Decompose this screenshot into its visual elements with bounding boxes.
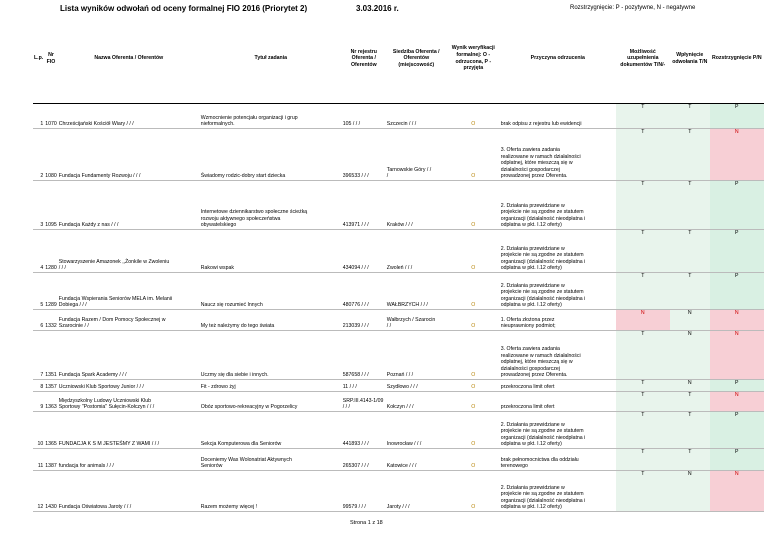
row-seat: Jaroty / / / — [386, 471, 447, 512]
row-nr-fio: 1070 — [44, 104, 58, 129]
row-lp: 8 — [33, 380, 44, 392]
row-nr-fio: 1095 — [44, 181, 58, 230]
table-row — [33, 392, 764, 412]
row-appeal: T — [670, 449, 710, 471]
row-registry: 413971 / / / — [342, 181, 386, 230]
col-result: Wynik weryfikacji formalnej: O - odrzucona, P - przyjęta — [447, 14, 500, 104]
row-reason: 3. Oferta zawiera zadania realizowane w ramach działalności odpłatnej, które mieszczą się w działalności gospodarczej prowadzonej przez Oferenta. — [500, 129, 616, 181]
row-supplement: N — [616, 310, 670, 331]
row-lp: 11 — [33, 449, 44, 471]
col-lp: L.p. — [33, 14, 44, 104]
row-result: O — [447, 471, 500, 512]
row-nr-fio: 1280 — [44, 230, 58, 273]
row-seat: Szydłowo / / / — [386, 380, 447, 392]
row-name: Fundacja Oświatowa Jaroty / / / — [58, 471, 200, 512]
row-supplement: T — [616, 273, 670, 310]
row-seat: Katowice / / / — [386, 449, 447, 471]
row-registry: 265307 / / / — [342, 449, 386, 471]
row-lp: 3 — [33, 181, 44, 230]
row-name: Uczniowski Klub Sportowy Junior / / / — [58, 380, 200, 392]
row-supplement: T — [616, 412, 670, 449]
row-seat: Poznań / / / — [386, 331, 447, 380]
row-registry: 441893 / / / — [342, 412, 386, 449]
table-row — [33, 104, 764, 129]
row-reason: 3. Oferta zawiera zadania realizowane w ramach działalności odpłatnej, które mieszczą się w działalności gospodarczej prowadzonej przez Oferenta. — [500, 331, 616, 380]
row-decision: P — [710, 412, 764, 449]
row-nr-fio: 1363 — [44, 392, 58, 412]
col-decision: Rozstrzygnięcie P/N — [710, 14, 764, 104]
row-task: Uczmy się dla siebie i innych. — [200, 331, 342, 380]
page-footer: Strona 1 z 18 — [350, 520, 383, 526]
row-seat: Kraków / / / — [386, 181, 447, 230]
table-row — [33, 471, 764, 512]
table-row — [33, 412, 764, 449]
col-supplement: Możliwość uzupełnienia dokumentów T/N/- — [616, 14, 670, 104]
row-result: O — [447, 181, 500, 230]
row-seat: Zwoleń / / / — [386, 230, 447, 273]
col-task: Tytuł zadania — [200, 14, 342, 104]
row-decision: N — [710, 392, 764, 412]
row-result: O — [447, 273, 500, 310]
row-registry: 105 / / / — [342, 104, 386, 129]
row-result: O — [447, 412, 500, 449]
row-reason: 2. Działania przewidziane w projekcie nie są zgodne ze statutem organizacji (działalność nieodpłatna i odpłatna w pkt. I.12 oferty) — [500, 273, 616, 310]
row-name: Międzyszkolny Ludowy Uczniowski Klub Sportowy "Postomia" Sułęcin-Kołczyn / / / — [58, 392, 200, 412]
table-row — [33, 230, 764, 273]
row-result: O — [447, 392, 500, 412]
row-decision: P — [710, 230, 764, 273]
row-appeal: T — [670, 412, 710, 449]
row-lp: 2 — [33, 129, 44, 181]
row-reason: brak pełnomocnictwa dla oddziału terenowego — [500, 449, 616, 471]
row-task: Docenіemy Was Wolonatriat Aktywnych Seniorów — [200, 449, 342, 471]
row-supplement: T — [616, 230, 670, 273]
row-appeal: T — [670, 104, 710, 129]
document-date: 3.03.2016 r. — [356, 4, 399, 13]
row-registry: 396533 / / / — [342, 129, 386, 181]
row-reason: przekroczona limit ofert — [500, 380, 616, 392]
row-name: FUNDACJA K S M JESTEŚMY Z WAMI / / / — [58, 412, 200, 449]
row-nr-fio: 1080 — [44, 129, 58, 181]
col-appeal: Wpłynięcie odwołania T/N — [670, 14, 710, 104]
row-task: Razem możemy więcej ! — [200, 471, 342, 512]
row-reason: 1. Oferta złożona przez nieuprawniony podmiot; — [500, 310, 616, 331]
header-row — [33, 14, 764, 104]
row-supplement: T — [616, 449, 670, 471]
row-task: Obóz sportowo-rekreacyjny w Pogorzelicy — [200, 392, 342, 412]
row-registry: 434094 / / / — [342, 230, 386, 273]
row-decision: P — [710, 104, 764, 129]
row-lp: 6 — [33, 310, 44, 331]
row-name: Fundacja Fundamenty Rozwoju / / / — [58, 129, 200, 181]
row-nr-fio: 1351 — [44, 331, 58, 380]
row-registry: 480776 / / / — [342, 273, 386, 310]
table-row — [33, 331, 764, 380]
row-nr-fio: 1289 — [44, 273, 58, 310]
row-decision: N — [710, 331, 764, 380]
row-appeal: T — [670, 129, 710, 181]
row-result: O — [447, 449, 500, 471]
legend-text: Rozstrzygnięcie: P - pozytywne, N - negatywne — [570, 5, 696, 11]
row-name: Fundacja Wspierania Seniorów MELA im. Melanii Dobiega / / / — [58, 273, 200, 310]
row-supplement: T — [616, 471, 670, 512]
row-supplement: T — [616, 129, 670, 181]
row-reason: 2. Działania przewidziane w projekcie nie są zgodne ze statutem organizacji (działalność nieodpłatna i odpłatna w pkt. I.12 oferty) — [500, 471, 616, 512]
row-task: Wzmocnienie potencjału organizacji i grup nieformalnych. — [200, 104, 342, 129]
row-seat: Tarnowskie Góry / / / — [386, 129, 447, 181]
row-appeal: T — [670, 273, 710, 310]
row-decision: P — [710, 181, 764, 230]
row-nr-fio: 1430 — [44, 471, 58, 512]
row-lp: 12 — [33, 471, 44, 512]
row-lp: 1 — [33, 104, 44, 129]
row-name: fundacja for animals / / / — [58, 449, 200, 471]
row-seat: Inowrocław / / / — [386, 412, 447, 449]
row-task: Internetowe dziennikarstwo społeczne ścieżką rozwoju aktywnego społeczeństwa obywatelskiego — [200, 181, 342, 230]
row-registry: 213039 / / / — [342, 310, 386, 331]
row-result: O — [447, 380, 500, 392]
row-nr-fio: 1387 — [44, 449, 58, 471]
row-name: Chrześcijański Kościół Wiary / / / — [58, 104, 200, 129]
row-decision: P — [710, 273, 764, 310]
row-reason: 2. Działania przewidziane w projekcie nie są zgodne ze statutem organizacji (działalność nieodpłatna i odpłatna w pkt. I.12 oferty) — [500, 181, 616, 230]
row-decision: P — [710, 449, 764, 471]
row-nr-fio: 1365 — [44, 412, 58, 449]
row-name: Fundacja Razem / Dom Pomocy Społecznej w Szarocinie / / — [58, 310, 200, 331]
row-nr-fio: 1357 — [44, 380, 58, 392]
row-reason: 2. Działania przewidziane w projekcie nie są zgodne ze statutem organizacji (działalność nieodpłatna i odpłatna w pkt. I.12 oferty) — [500, 412, 616, 449]
row-supplement: T — [616, 380, 670, 392]
col-name: Nazwa Oferenta / Oferentów — [58, 14, 200, 104]
row-supplement: T — [616, 104, 670, 129]
row-registry: SRP.III.4143-1/09 / / / — [342, 392, 386, 412]
row-supplement: T — [616, 392, 670, 412]
row-appeal: N — [670, 331, 710, 380]
row-registry: 587658 / / / — [342, 331, 386, 380]
row-name: Fundacja Spark Academy / / / — [58, 331, 200, 380]
row-name: Stowarzyszenie Amazonek ,,Żonkile w Zwoleniu / / / — [58, 230, 200, 273]
row-seat: WAŁBRZYCH / / / — [386, 273, 447, 310]
row-task: My też należymy do tego świata — [200, 310, 342, 331]
row-result: O — [447, 104, 500, 129]
page-title: Lista wyników odwołań od oceny formalnej FIO 2016 (Priorytet 2) — [60, 4, 308, 13]
table-row — [33, 129, 764, 181]
row-decision: P — [710, 380, 764, 392]
col-nr-fio: Nr FIO — [44, 14, 58, 104]
row-appeal: N — [670, 471, 710, 512]
row-nr-fio: 1332 — [44, 310, 58, 331]
row-appeal: N — [670, 310, 710, 331]
row-task: Rakowi wspak — [200, 230, 342, 273]
row-reason: 2. Działania przewidziane w projekcie nie są zgodne ze statutem organizacji (działalność nieodpłatna i odpłatna w pkt. I.12 oferty) — [500, 230, 616, 273]
row-task: Sekcja Komputerowa dla Seniorów — [200, 412, 342, 449]
row-lp: 4 — [33, 230, 44, 273]
row-supplement: T — [616, 181, 670, 230]
col-reason: Przyczyna odrzucenia — [500, 14, 616, 104]
row-lp: 5 — [33, 273, 44, 310]
row-decision: N — [710, 129, 764, 181]
row-appeal: T — [670, 181, 710, 230]
row-decision: N — [710, 310, 764, 331]
appeals-table — [33, 14, 764, 512]
row-task: Naucz się rozumieć Innych — [200, 273, 342, 310]
row-lp: 7 — [33, 331, 44, 380]
row-registry: 99579 / / / — [342, 471, 386, 512]
row-result: O — [447, 310, 500, 331]
table-row — [33, 310, 764, 331]
col-registry: Nr rejestru Oferenta / Oferentów — [342, 14, 386, 104]
row-appeal: T — [670, 392, 710, 412]
row-name: Fundacja Każdy z nas / / / — [58, 181, 200, 230]
row-lp: 10 — [33, 412, 44, 449]
row-appeal: T — [670, 230, 710, 273]
row-seat: Szczecin / / / — [386, 104, 447, 129]
table-row — [33, 380, 764, 392]
row-supplement: T — [616, 331, 670, 380]
row-reason: przekroczona limit ofert — [500, 392, 616, 412]
row-task: Świadomy rodzic-dobry start dziecka — [200, 129, 342, 181]
row-seat: Kołczyn / / / — [386, 392, 447, 412]
table-row — [33, 181, 764, 230]
table-row — [33, 449, 764, 471]
table-row — [33, 273, 764, 310]
col-seat: Siedziba Oferenta / Oferentów (miejscowość) — [386, 14, 447, 104]
row-reason: brak odpisu z rejestru lub ewidencji — [500, 104, 616, 129]
row-result: O — [447, 331, 500, 380]
row-task: Fit - zdrowo żyj — [200, 380, 342, 392]
row-result: O — [447, 129, 500, 181]
row-result: O — [447, 230, 500, 273]
row-lp: 9 — [33, 392, 44, 412]
row-decision: N — [710, 471, 764, 512]
row-registry: 11 / / / — [342, 380, 386, 392]
row-appeal: N — [670, 380, 710, 392]
row-seat: Wałbrzych / Szarocin / / — [386, 310, 447, 331]
